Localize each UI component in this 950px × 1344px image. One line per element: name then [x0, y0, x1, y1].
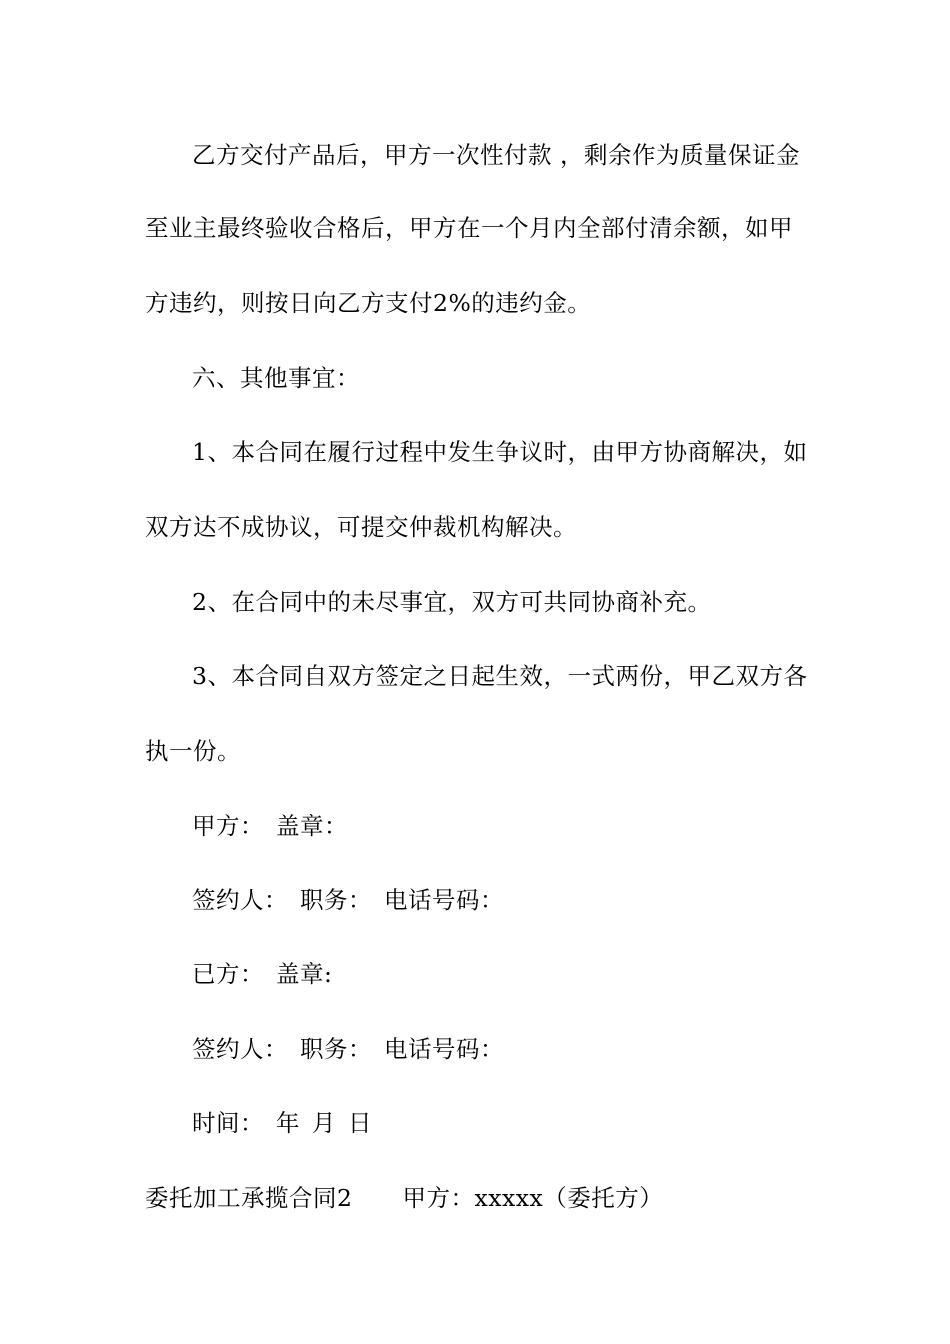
next-contract-party-a: 甲方：xxxxx（委托方） [402, 1184, 664, 1212]
signature-signer-b [192, 1034, 872, 1064]
party-b-seal: 盖章: [276, 960, 333, 988]
day-label: 日 [348, 1109, 372, 1137]
phone-a-label: 电话号码： [384, 886, 504, 914]
signer-b-label: 签约人： [192, 1035, 288, 1063]
phone-b-label: 电话号码： [384, 1035, 504, 1063]
paragraph-line: 2、在合同中的未尽事宜，双方可共同协商补充。 [192, 588, 712, 616]
signature-party-a [192, 811, 872, 841]
paragraph-line: 至业主最终验收合格后，甲方在一个月内全部付清余额，如甲 [145, 214, 793, 242]
signer-a-label: 签约人： [192, 886, 288, 914]
title-a-label: 职务： [300, 886, 372, 914]
paragraph-line: 3、本合同自双方签定之日起生效，一式两份，甲乙双方各 [192, 662, 808, 690]
paragraph-line: 执一份。 [145, 737, 241, 765]
paragraph-line: 乙方交付产品后，甲方一次性付款 ，剩余作为质量保证金 [192, 141, 800, 169]
time-label: 时间： [192, 1109, 264, 1137]
next-contract-heading [145, 1183, 825, 1213]
paragraph-line: 方违约，则按日向乙方支付2%的违约金。 [145, 289, 592, 317]
signature-date [192, 1108, 872, 1138]
party-a-label: 甲方： [192, 812, 264, 840]
signature-signer-a [192, 885, 872, 915]
signature-party-b [192, 959, 872, 989]
paragraph-line: 1、本合同在履行过程中发生争议时，由甲方协商解决，如 [192, 438, 808, 466]
title-b-label: 职务： [300, 1035, 372, 1063]
section-heading: 六、其他事宜： [192, 364, 360, 392]
year-label: 年 [276, 1109, 300, 1137]
next-contract-title: 委托加工承揽合同2 [145, 1184, 353, 1212]
month-label: 月 [312, 1109, 336, 1137]
paragraph-line: 双方达不成协议，可提交仲裁机构解决。 [145, 513, 577, 541]
party-b-label: 已方： [192, 960, 264, 988]
party-a-seal: 盖章： [276, 812, 348, 840]
